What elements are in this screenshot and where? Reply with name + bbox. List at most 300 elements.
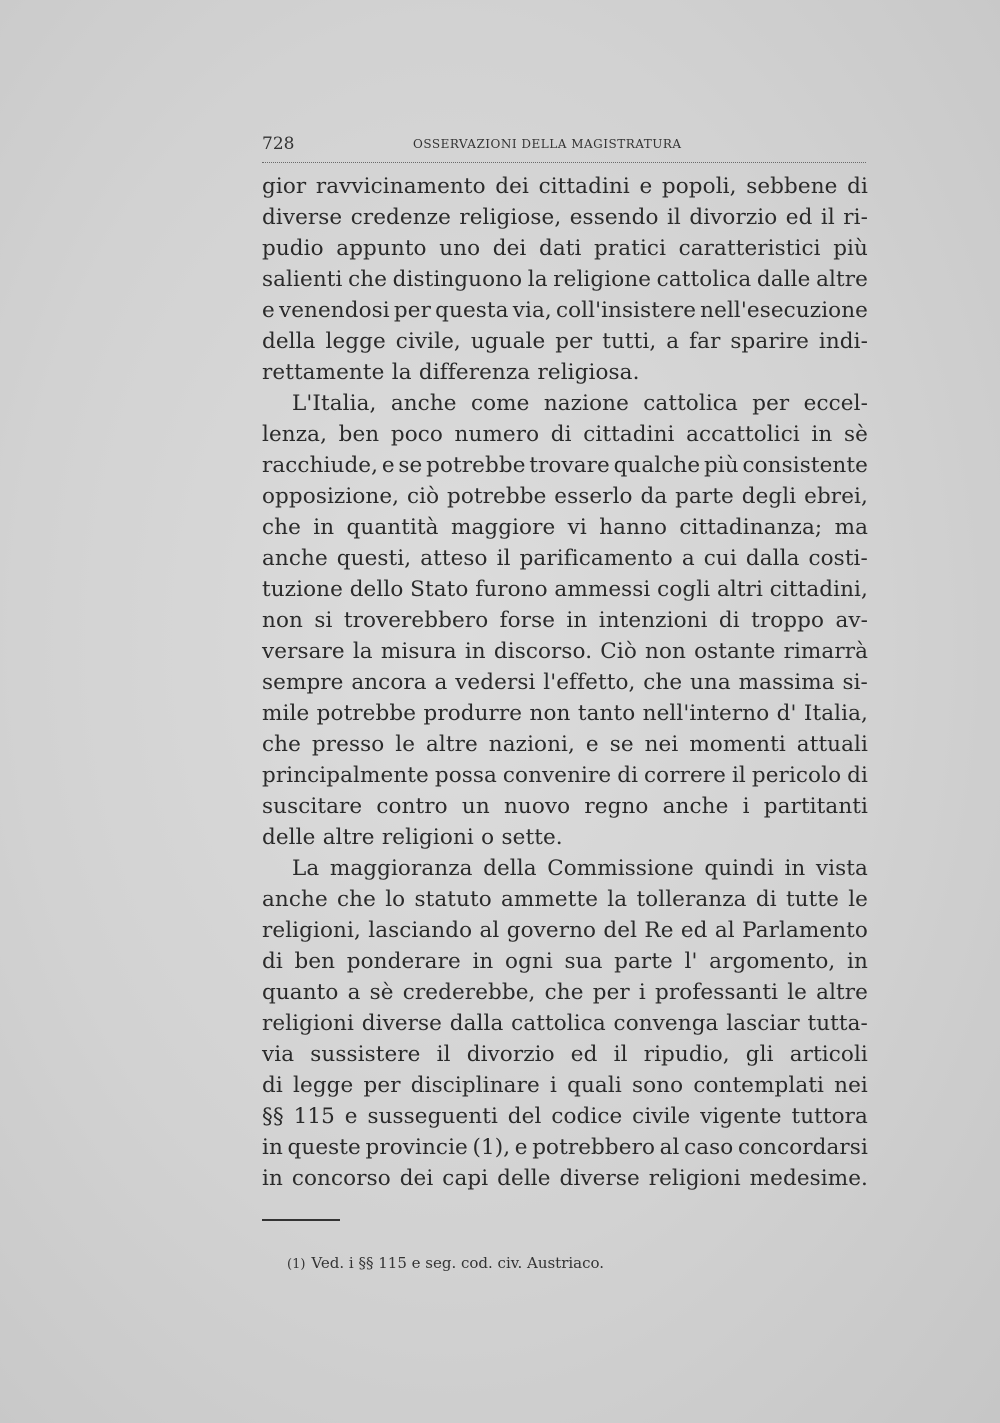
word: uguale bbox=[470, 329, 546, 354]
text-line bbox=[262, 884, 868, 915]
word: ben bbox=[338, 422, 380, 447]
word: vedersi bbox=[455, 670, 536, 695]
text-line bbox=[262, 760, 868, 791]
word: l'effetto, bbox=[543, 670, 636, 695]
text-line bbox=[262, 574, 868, 605]
word: della bbox=[262, 329, 316, 354]
word: le bbox=[787, 980, 808, 1005]
word: articoli bbox=[789, 1042, 868, 1067]
word: nell'interno bbox=[642, 701, 770, 726]
word: anche bbox=[262, 546, 328, 571]
word: cui bbox=[703, 546, 737, 571]
word: via, bbox=[512, 298, 552, 323]
word: religiosa. bbox=[537, 360, 640, 385]
word: Italia, bbox=[803, 701, 868, 726]
word: mile bbox=[262, 701, 310, 726]
word: gior bbox=[262, 174, 307, 199]
word: ravvicinamento bbox=[315, 174, 486, 199]
word: furono bbox=[475, 577, 548, 602]
word: quanto bbox=[262, 980, 339, 1005]
word: dei bbox=[492, 236, 527, 261]
word: ammette bbox=[501, 887, 599, 912]
word: gli bbox=[745, 1042, 774, 1067]
word: appunto bbox=[336, 236, 427, 261]
word: cittadini, bbox=[769, 577, 868, 602]
word: nei bbox=[834, 1073, 868, 1098]
text-line bbox=[262, 357, 868, 388]
word: e bbox=[639, 174, 653, 199]
word: in bbox=[472, 949, 494, 974]
word: a bbox=[666, 329, 680, 354]
word: al bbox=[479, 918, 500, 943]
word: cittadini bbox=[583, 422, 675, 447]
word: salienti bbox=[262, 267, 343, 292]
word: momenti bbox=[689, 732, 786, 757]
word: divorzio bbox=[689, 205, 778, 230]
word: di bbox=[262, 949, 283, 974]
word: anche bbox=[262, 887, 328, 912]
text-line bbox=[262, 1070, 868, 1101]
word: potrebbe bbox=[426, 453, 526, 478]
word: tutti, bbox=[602, 329, 657, 354]
running-title: OSSERVAZIONI DELLA MAGISTRATURA bbox=[413, 137, 682, 151]
word: ponderare bbox=[346, 949, 461, 974]
word: di bbox=[550, 422, 572, 447]
word: il bbox=[613, 1042, 628, 1067]
word: suscitare bbox=[262, 794, 363, 819]
word: si bbox=[314, 608, 333, 633]
word: av- bbox=[835, 608, 868, 633]
word: diverse bbox=[559, 1166, 640, 1191]
word: più bbox=[833, 236, 868, 261]
word: che bbox=[544, 980, 584, 1005]
word: maggiore bbox=[450, 515, 556, 540]
word: al bbox=[659, 1135, 680, 1160]
word: questi, bbox=[336, 546, 412, 571]
word: in bbox=[262, 1135, 283, 1160]
word: che bbox=[262, 515, 301, 540]
word: lasciar bbox=[726, 1011, 800, 1036]
word: ammessi bbox=[554, 577, 651, 602]
word: religioni, bbox=[262, 918, 361, 943]
word: sua bbox=[564, 949, 603, 974]
word: che bbox=[643, 670, 683, 695]
word: che bbox=[348, 267, 388, 292]
footnote bbox=[287, 1254, 604, 1272]
word: vista bbox=[815, 856, 868, 881]
word: accattolici bbox=[686, 422, 800, 447]
word: parte bbox=[675, 484, 734, 509]
word: la bbox=[352, 639, 373, 664]
word: i bbox=[638, 980, 646, 1005]
word: Parlamento bbox=[742, 918, 868, 943]
word: altri bbox=[716, 577, 763, 602]
word: la bbox=[527, 267, 548, 292]
word: vi bbox=[567, 515, 587, 540]
word: le bbox=[395, 732, 416, 757]
word: versare bbox=[262, 639, 345, 664]
word: e bbox=[344, 1104, 358, 1129]
text-line bbox=[262, 1132, 868, 1163]
word: Stato bbox=[410, 577, 469, 602]
word: altre bbox=[816, 980, 868, 1005]
word: sono bbox=[631, 1073, 684, 1098]
word: religiose, bbox=[459, 205, 562, 230]
word: potrebbe bbox=[316, 701, 417, 726]
word: e bbox=[262, 298, 275, 323]
word: nazione bbox=[543, 391, 629, 416]
word: tolleranza bbox=[636, 887, 747, 912]
word: concordarsi bbox=[737, 1135, 868, 1160]
word: dei bbox=[399, 1166, 434, 1191]
word: tutta- bbox=[807, 1011, 868, 1036]
word: contro bbox=[376, 794, 448, 819]
word: in bbox=[847, 949, 868, 974]
word: le bbox=[848, 887, 868, 912]
word: religioni bbox=[648, 1166, 741, 1191]
word: essendo bbox=[569, 205, 659, 230]
word: hanno bbox=[599, 515, 668, 540]
word: via bbox=[262, 1042, 295, 1067]
word: potrebbero bbox=[532, 1135, 656, 1160]
word: cittadinanza; bbox=[679, 515, 823, 540]
text-line bbox=[262, 295, 868, 326]
word: pericolo bbox=[751, 763, 842, 788]
word: tanto bbox=[577, 701, 636, 726]
word: parte bbox=[614, 949, 673, 974]
word: sè bbox=[843, 422, 868, 447]
word: ben bbox=[294, 949, 336, 974]
word: per bbox=[363, 1073, 401, 1098]
word: in bbox=[313, 515, 335, 540]
word: dalla bbox=[745, 546, 800, 571]
word: ciò bbox=[406, 484, 440, 509]
word: nazioni, bbox=[488, 732, 575, 757]
word: per bbox=[752, 391, 790, 416]
text-line bbox=[262, 326, 868, 357]
word: ostante bbox=[694, 639, 776, 664]
word: sparire bbox=[730, 329, 809, 354]
word: tutte bbox=[785, 887, 839, 912]
word: lasciando bbox=[368, 918, 473, 943]
word: se bbox=[609, 732, 634, 757]
word: sè bbox=[369, 980, 394, 1005]
word: rettamente bbox=[262, 360, 385, 385]
word: professanti bbox=[655, 980, 779, 1005]
word: queste bbox=[287, 1135, 361, 1160]
word: di bbox=[755, 887, 777, 912]
word: in bbox=[566, 608, 588, 633]
word: degli bbox=[741, 484, 797, 509]
word: coll'insistere bbox=[555, 298, 697, 323]
word: religione bbox=[553, 267, 652, 292]
word: produrre bbox=[423, 701, 523, 726]
word: sussistere bbox=[310, 1042, 421, 1067]
word: e bbox=[381, 453, 395, 478]
word: nuovo bbox=[503, 794, 571, 819]
word: costi- bbox=[808, 546, 868, 571]
word: dalla bbox=[449, 1011, 504, 1036]
word: di bbox=[847, 174, 868, 199]
word: vigente bbox=[700, 1104, 782, 1129]
word: partitanti bbox=[763, 794, 868, 819]
word: pratici bbox=[594, 236, 667, 261]
text-line bbox=[262, 264, 868, 295]
word: medesime. bbox=[749, 1166, 868, 1191]
word: altre bbox=[322, 825, 375, 850]
word: troppo bbox=[751, 608, 825, 633]
text-line bbox=[262, 698, 868, 729]
text-line bbox=[262, 543, 868, 574]
word: rimarrà bbox=[783, 639, 868, 664]
word: sebbene bbox=[746, 174, 838, 199]
word: esserlo bbox=[554, 484, 633, 509]
word: uno bbox=[439, 236, 481, 261]
word: ancora bbox=[351, 670, 427, 695]
word: di bbox=[617, 763, 639, 788]
word: lo bbox=[385, 887, 406, 912]
word: Re bbox=[644, 918, 674, 943]
word: indi- bbox=[818, 329, 868, 354]
word: capi bbox=[442, 1166, 489, 1191]
word: concorso bbox=[291, 1166, 391, 1191]
word: cogli bbox=[657, 577, 711, 602]
word: il bbox=[436, 1042, 451, 1067]
word: quali bbox=[567, 1073, 622, 1098]
word: intenzioni bbox=[598, 608, 708, 633]
word: crederebbe, bbox=[402, 980, 536, 1005]
word: La bbox=[292, 856, 320, 881]
word: ebrei, bbox=[804, 484, 868, 509]
word: contemplati bbox=[693, 1073, 824, 1098]
word: non bbox=[645, 639, 686, 664]
word: 115 bbox=[293, 1104, 335, 1129]
word: parificamento bbox=[519, 546, 673, 571]
word: susseguenti bbox=[367, 1104, 498, 1129]
word: pudio bbox=[262, 236, 324, 261]
word: disciplinare bbox=[410, 1073, 540, 1098]
word: in bbox=[811, 422, 833, 447]
text-line bbox=[262, 450, 868, 481]
word: codice bbox=[551, 1104, 623, 1129]
word: dalle bbox=[756, 267, 811, 292]
word: civile bbox=[632, 1104, 691, 1129]
word: divorzio bbox=[466, 1042, 555, 1067]
text-line bbox=[262, 853, 868, 884]
word: sette. bbox=[501, 825, 563, 850]
word: racchiude, bbox=[262, 453, 379, 478]
word: Commissione bbox=[547, 856, 694, 881]
word: convenga bbox=[613, 1011, 719, 1036]
word: cattolica bbox=[643, 391, 738, 416]
word: ogni bbox=[505, 949, 553, 974]
word: come bbox=[470, 391, 530, 416]
word: non bbox=[262, 608, 303, 633]
word: potrebbe bbox=[447, 484, 547, 509]
word: caso bbox=[684, 1135, 734, 1160]
word: per bbox=[592, 980, 630, 1005]
word: delle bbox=[497, 1166, 551, 1191]
word: consistente bbox=[742, 453, 868, 478]
word: a bbox=[434, 670, 448, 695]
word: di bbox=[718, 608, 740, 633]
word: maggioranza bbox=[329, 856, 473, 881]
word: la bbox=[607, 887, 628, 912]
text-line bbox=[262, 481, 868, 512]
word: il bbox=[820, 205, 835, 230]
word: d' bbox=[776, 701, 797, 726]
word: in bbox=[262, 1166, 283, 1191]
word: qualche bbox=[613, 453, 701, 478]
word: la bbox=[391, 360, 412, 385]
word: nell'esecuzione bbox=[700, 298, 868, 323]
word: a bbox=[347, 980, 361, 1005]
word: principalmente bbox=[262, 763, 429, 788]
text-line bbox=[262, 946, 868, 977]
word: ma bbox=[834, 515, 868, 540]
word: Ciò bbox=[600, 639, 637, 664]
text-line bbox=[262, 667, 868, 698]
word: o bbox=[481, 825, 495, 850]
word: differenza bbox=[418, 360, 531, 385]
word: cattolica bbox=[656, 267, 752, 292]
text-line bbox=[262, 1163, 868, 1194]
text-line bbox=[262, 977, 868, 1008]
word: in bbox=[784, 856, 806, 881]
word: altre bbox=[816, 267, 868, 292]
text-line bbox=[262, 1101, 868, 1132]
word: misura bbox=[380, 639, 457, 664]
footnote-marker: (1) bbox=[287, 1257, 306, 1272]
word: diverse bbox=[361, 1011, 442, 1036]
word: il bbox=[666, 205, 681, 230]
word: distinguono bbox=[392, 267, 523, 292]
footnote-divider bbox=[262, 1219, 340, 1221]
text-line bbox=[262, 419, 868, 450]
word: numero bbox=[454, 422, 540, 447]
word: trovare bbox=[529, 453, 610, 478]
word: legge bbox=[325, 329, 386, 354]
word: di bbox=[262, 1073, 283, 1098]
text-line bbox=[262, 915, 868, 946]
text-line bbox=[262, 512, 868, 543]
word: far bbox=[689, 329, 721, 354]
word: più bbox=[703, 453, 739, 478]
word: anche bbox=[662, 794, 729, 819]
word: caratteristici bbox=[678, 236, 821, 261]
word: da bbox=[640, 484, 668, 509]
word: sempre bbox=[262, 670, 344, 695]
word: §§ bbox=[262, 1104, 284, 1129]
word: religioni bbox=[262, 1011, 354, 1036]
word: di bbox=[847, 763, 868, 788]
word: il bbox=[496, 546, 511, 571]
word: forse bbox=[499, 608, 556, 633]
word: anche bbox=[390, 391, 457, 416]
word: popoli, bbox=[661, 174, 737, 199]
text-line bbox=[262, 1039, 868, 1070]
word: venendosi bbox=[278, 298, 390, 323]
word: L'Italia, bbox=[292, 391, 377, 416]
text-line bbox=[262, 822, 868, 853]
word: dello bbox=[349, 577, 404, 602]
word: del bbox=[507, 1104, 542, 1129]
word: diverse bbox=[262, 205, 343, 230]
word: quantità bbox=[346, 515, 439, 540]
text-line bbox=[262, 388, 868, 419]
word: lenza, bbox=[262, 422, 328, 447]
word: e bbox=[514, 1135, 528, 1160]
text-line bbox=[262, 202, 868, 233]
page-number: 728 bbox=[262, 134, 295, 154]
word: una bbox=[689, 670, 731, 695]
word: legge bbox=[293, 1073, 354, 1098]
word: per bbox=[393, 298, 431, 323]
word: quindi bbox=[704, 856, 774, 881]
word: che bbox=[337, 887, 376, 912]
body-text bbox=[262, 171, 868, 1194]
word: per bbox=[555, 329, 593, 354]
word: al bbox=[714, 918, 735, 943]
word: convenire bbox=[502, 763, 612, 788]
word: possa bbox=[434, 763, 497, 788]
word: a bbox=[681, 546, 695, 571]
word: non bbox=[529, 701, 571, 726]
word: credenze bbox=[350, 205, 451, 230]
word: tuzione bbox=[262, 577, 343, 602]
word: regno bbox=[584, 794, 649, 819]
word: del bbox=[603, 918, 638, 943]
word: argomento, bbox=[709, 949, 836, 974]
word: (1), bbox=[472, 1135, 511, 1160]
word: troverebbero bbox=[343, 608, 489, 633]
word: che bbox=[262, 732, 301, 757]
word: presso bbox=[311, 732, 385, 757]
word: governo bbox=[506, 918, 597, 943]
word: questa bbox=[435, 298, 509, 323]
word: atteso bbox=[420, 546, 488, 571]
word: ed bbox=[570, 1042, 598, 1067]
word: i bbox=[742, 794, 750, 819]
word: poco bbox=[390, 422, 443, 447]
word: ed bbox=[785, 205, 813, 230]
text-line bbox=[262, 636, 868, 667]
word: in bbox=[464, 639, 486, 664]
word: un bbox=[461, 794, 490, 819]
text-line bbox=[262, 729, 868, 760]
word: religioni bbox=[381, 825, 474, 850]
word: ri- bbox=[843, 205, 868, 230]
word: statuto bbox=[414, 887, 492, 912]
word: dati bbox=[538, 236, 582, 261]
word: tuttora bbox=[791, 1104, 868, 1129]
word: altre bbox=[425, 732, 478, 757]
word: ripudio, bbox=[643, 1042, 730, 1067]
word: attuali bbox=[796, 732, 868, 757]
word: se bbox=[398, 453, 423, 478]
word: nei bbox=[644, 732, 679, 757]
text-line bbox=[262, 791, 868, 822]
word: ed bbox=[680, 918, 708, 943]
word: delle bbox=[262, 825, 316, 850]
page-header bbox=[262, 132, 866, 163]
word: provincie bbox=[365, 1135, 468, 1160]
word: e bbox=[585, 732, 599, 757]
word: opposizione, bbox=[262, 484, 400, 509]
word: massima bbox=[738, 670, 835, 695]
word: i bbox=[549, 1073, 557, 1098]
word: l' bbox=[684, 949, 698, 974]
